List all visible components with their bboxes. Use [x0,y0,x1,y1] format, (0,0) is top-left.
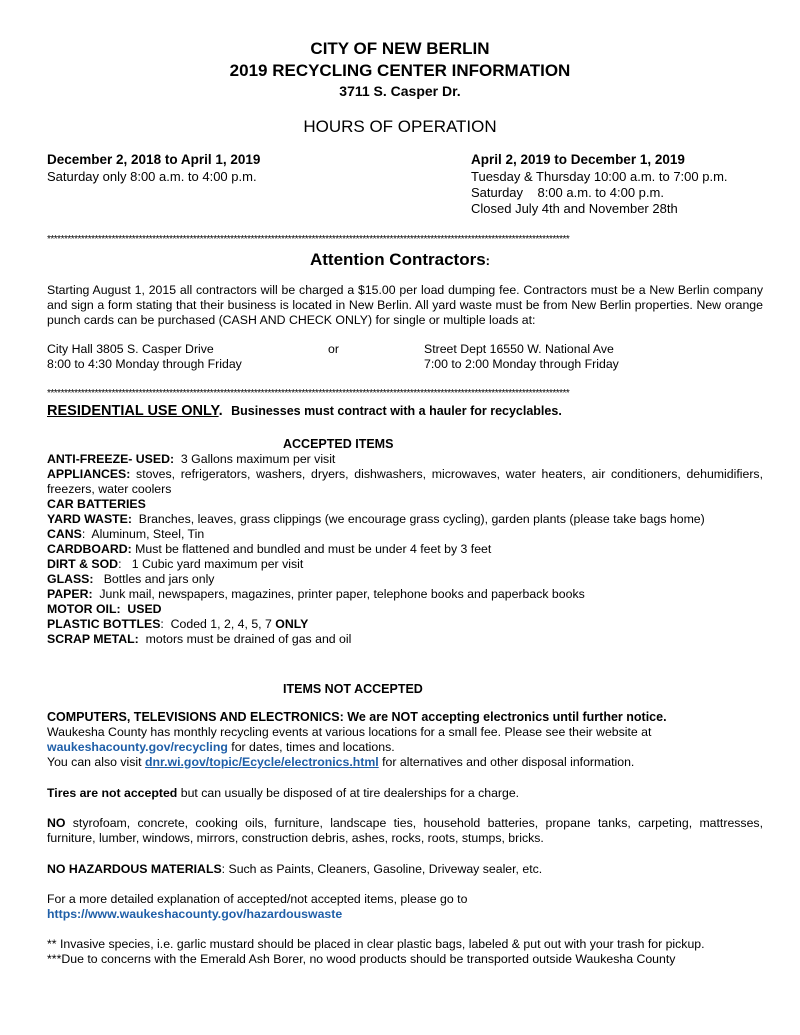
accepted-item-cardboard [47,542,491,557]
location-city-hall: City Hall 3805 S. Casper Drive [47,342,214,356]
no-label: NO [47,816,66,830]
item-text: : 1 Cubic yard maximum per visit [118,557,304,571]
tires-text: but can usually be disposed of at tire dealerships for a charge. [177,786,520,800]
location-street-dept-hours: 7:00 to 2:00 Monday through Friday [424,357,619,371]
residential-heading-text: RESIDENTIAL USE ONLY [47,403,219,419]
item-label: ANTI-FREEZE- USED: [47,452,175,466]
item-text: motors must be drained of gas and oil [138,632,352,646]
item-label: CAR BATTERIES [47,497,146,511]
item-text: 3 Gallons maximum per visit [174,452,336,466]
hours-winter-range: December 2, 2018 to April 1, 2019 [47,152,261,167]
page-subtitle: 2019 RECYCLING CENTER INFORMATION [229,61,571,80]
electronics-text-3b: for alternatives and other disposal information. [378,755,635,769]
accepted-item-motor-oil [47,602,162,617]
tires-label: Tires are not accepted [47,786,178,800]
accepted-item-dirt-sod [47,557,303,572]
electronics-text-3a: You can also visit [47,755,145,769]
separator-1: ********************************************************************************************************************************************************** [47,235,570,245]
location-or: or [328,342,339,356]
item-text: : Coded 1, 2, 4, 5, 7 [160,617,276,631]
no-text: styrofoam, concrete, cooking oils, furniture, landscape ties, household batteries, propane tanks, carpeting, mattresses, furniture, lumber, windows, mirrors, construction debris, ashes, rocks, roots, stumps, bricks. [47,816,763,845]
hours-winter-line: Saturday only 8:00 a.m. to 4:00 p.m. [47,169,257,184]
item-text: : Aluminum, Steel, Tin [81,527,205,541]
not-accepted-heading: ITEMS NOT ACCEPTED [283,682,423,696]
residential-heading [47,402,562,420]
accepted-item-glass [47,572,214,587]
not-accepted-list [47,816,763,846]
hazardous-label: NO HAZARDOUS MATERIALS [47,862,222,876]
item-label: CARDBOARD: [47,542,132,556]
item-text: Junk mail, newspapers, magazines, printer paper, telephone books and paperback books [92,587,585,601]
item-text: Branches, leaves, grass clippings (we encourage grass cycling), garden plants (please take bags home) [131,512,705,526]
item-text: Must be flattened and bundled and must be under 4 feet by 3 feet [131,542,492,556]
tires-notice [47,786,519,801]
item-label: APPLIANCES: [47,467,131,481]
footnote-ash-borer: ***Due to concerns with the Emerald Ash Borer, no wood products should be transported outside Waukesha County [47,952,676,966]
accepted-heading: ACCEPTED ITEMS [283,437,394,451]
contractors-heading-text: Attention Contractors [309,250,486,269]
location-city-hall-hours: 8:00 to 4:30 Monday through Friday [47,357,242,371]
page-title: CITY OF NEW BERLIN [310,39,490,58]
item-label: PAPER: [47,587,93,601]
hours-summer-line-1: Tuesday & Thursday 10:00 a.m. to 7:00 p.m. [471,169,728,184]
item-text: Bottles and jars only [93,572,215,586]
waukesha-recycling-link[interactable]: waukeshacounty.gov/recycling [47,740,228,754]
accepted-item-antifreeze [47,452,335,467]
electronics-text-3 [47,755,634,770]
accepted-item-yard-waste [47,512,705,527]
item-label: SCRAP METAL: [47,632,139,646]
item-label: CANS [47,527,82,541]
contractors-paragraph: Starting August 1, 2015 all contractors will be charged a $15.00 per load dumping fee. Contractors must be a New Berlin company and sign a form stating that their business is located in New Berlin. All yard waste must be from New Berlin properties. New orange punch cards can be purchased (CASH AND CHECK ONLY) for single or multiple loads at: [47,283,763,327]
hours-summer-range: April 2, 2019 to December 1, 2019 [471,152,685,167]
accepted-item-scrap-metal [47,632,351,647]
more-info-link-line [47,907,342,922]
separator-2: ********************************************************************************************************************************************************** [47,389,570,399]
hazardous-text: : Such as Paints, Cleaners, Gasoline, Driveway sealer, etc. [221,862,543,876]
accepted-item-paper [47,587,585,602]
contractors-heading-suffix: : [485,253,490,268]
contractors-heading [0,250,800,270]
item-label: DIRT & SOD [47,557,119,571]
item-label: MOTOR OIL: USED [47,602,162,616]
hours-summer-line-3: Closed July 4th and November 28th [471,201,678,216]
item-label: YARD WASTE: [47,512,132,526]
accepted-item-car-batteries [47,497,146,512]
electronics-text-1: Waukesha County has monthly recycling events at various locations for a small fee. Please see their website at [47,725,652,739]
residential-heading-suffix: . [218,403,223,419]
location-street-dept: Street Dept 16550 W. National Ave [424,342,614,356]
electronics-notice-text: : We are NOT accepting electronics until further notice. [339,710,667,724]
electronics-label: COMPUTERS, TELEVISIONS AND ELECTRONICS [47,710,340,724]
residential-note: Businesses must contract with a hauler for recyclables. [231,404,562,418]
hazardous-notice [47,862,542,877]
footnote-invasive-species: ** Invasive species, i.e. garlic mustard should be placed in clear plastic bags, labeled & put out with your trash for pickup. [47,937,705,951]
accepted-item-plastic-bottles [47,617,308,632]
more-info-text: For a more detailed explanation of accepted/not accepted items, please go to [47,892,468,906]
item-text: stoves, refrigerators, washers, dryers, dishwashers, microwaves, water heaters, air conditioners, dehumidifiers, freezers, water coolers [47,467,763,496]
electronics-text-2 [47,740,395,755]
accepted-item-cans [47,527,204,542]
item-label: GLASS: [47,572,94,586]
electronics-notice [47,710,667,725]
electronics-text-2b: for dates, times and locations. [227,740,395,754]
hours-heading: HOURS OF OPERATION [303,117,497,136]
item-label: PLASTIC BOTTLES [47,617,161,631]
hours-summer-line-2: Saturday 8:00 a.m. to 4:00 p.m. [471,185,664,200]
address: 3711 S. Casper Dr. [339,83,461,99]
dnr-electronics-link[interactable]: dnr.wi.gov/topic/Ecycle/electronics.html [144,755,379,769]
item-suffix: ONLY [275,617,309,631]
accepted-item-appliances [47,467,763,497]
hazardous-waste-link[interactable]: https://www.waukeshacounty.gov/hazardouswaste [47,907,343,921]
